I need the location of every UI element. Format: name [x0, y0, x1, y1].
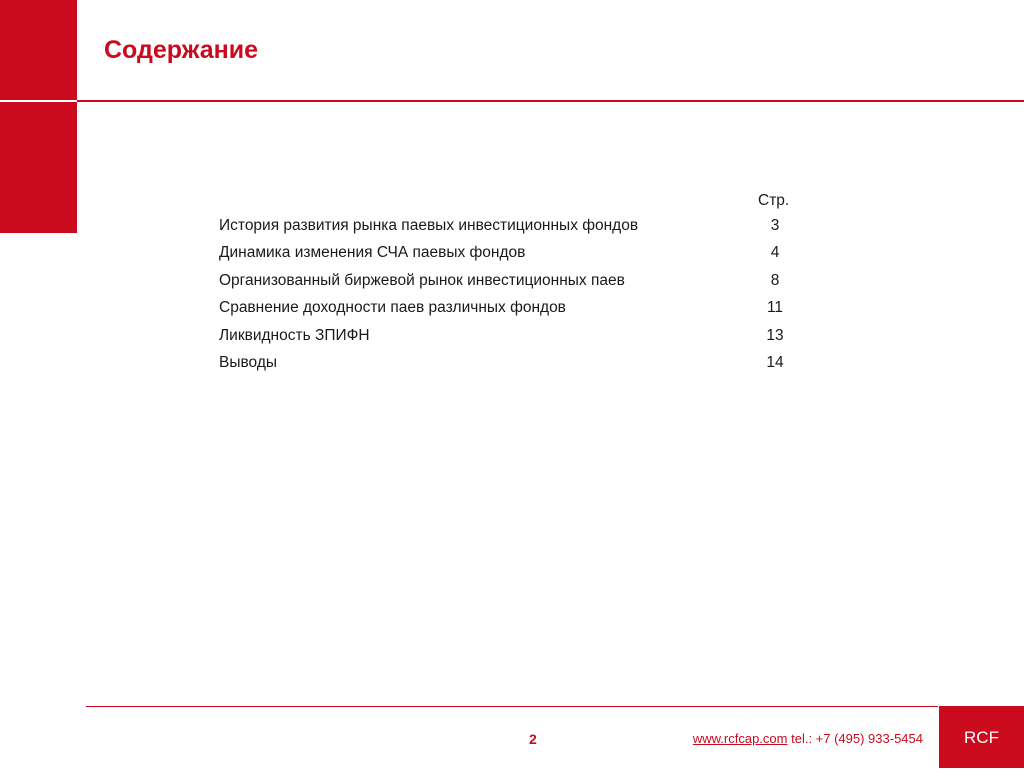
toc-topic: Организованный биржевой рынок инвестиционных паев [219, 271, 625, 289]
toc-row [219, 349, 819, 376]
phone-number: tel.: +7 (495) 933-5454 [787, 731, 923, 746]
page-column-label: Стр. [758, 192, 790, 209]
toc-row [219, 212, 819, 239]
toc-topic: Ликвидность ЗПИФН [219, 326, 370, 344]
toc-topic: Динамика изменения СЧА паевых фондов [219, 244, 526, 262]
footer-contacts [693, 731, 923, 746]
toc-row [219, 294, 819, 321]
toc-row [219, 322, 819, 349]
toc-row [219, 267, 819, 294]
brand-logo: RCF [939, 706, 1024, 768]
toc-topic: Выводы [219, 353, 278, 371]
toc-page-number: 4 [770, 244, 780, 262]
page-title: Содержание [104, 36, 259, 64]
toc-page-number: 13 [766, 326, 784, 344]
toc-row [219, 239, 819, 266]
toc-topic: Сравнение доходности паев различных фондов [219, 299, 566, 317]
header-divider [77, 100, 1024, 102]
website-link[interactable]: www.rcfcap.com [692, 731, 788, 746]
corner-accent-divider [0, 100, 77, 102]
toc-header [219, 190, 819, 212]
toc-page-number: 11 [766, 299, 784, 317]
toc-page-number: 3 [770, 217, 780, 234]
toc-page-number: 8 [770, 271, 780, 289]
toc-topic: История развития рынка паевых инвестиционных фондов [219, 217, 639, 234]
footer-divider [86, 706, 938, 707]
toc-page-number: 14 [766, 353, 784, 371]
slide-number: 2 [529, 731, 537, 747]
corner-accent-block [0, 0, 77, 233]
table-of-contents [219, 190, 819, 376]
